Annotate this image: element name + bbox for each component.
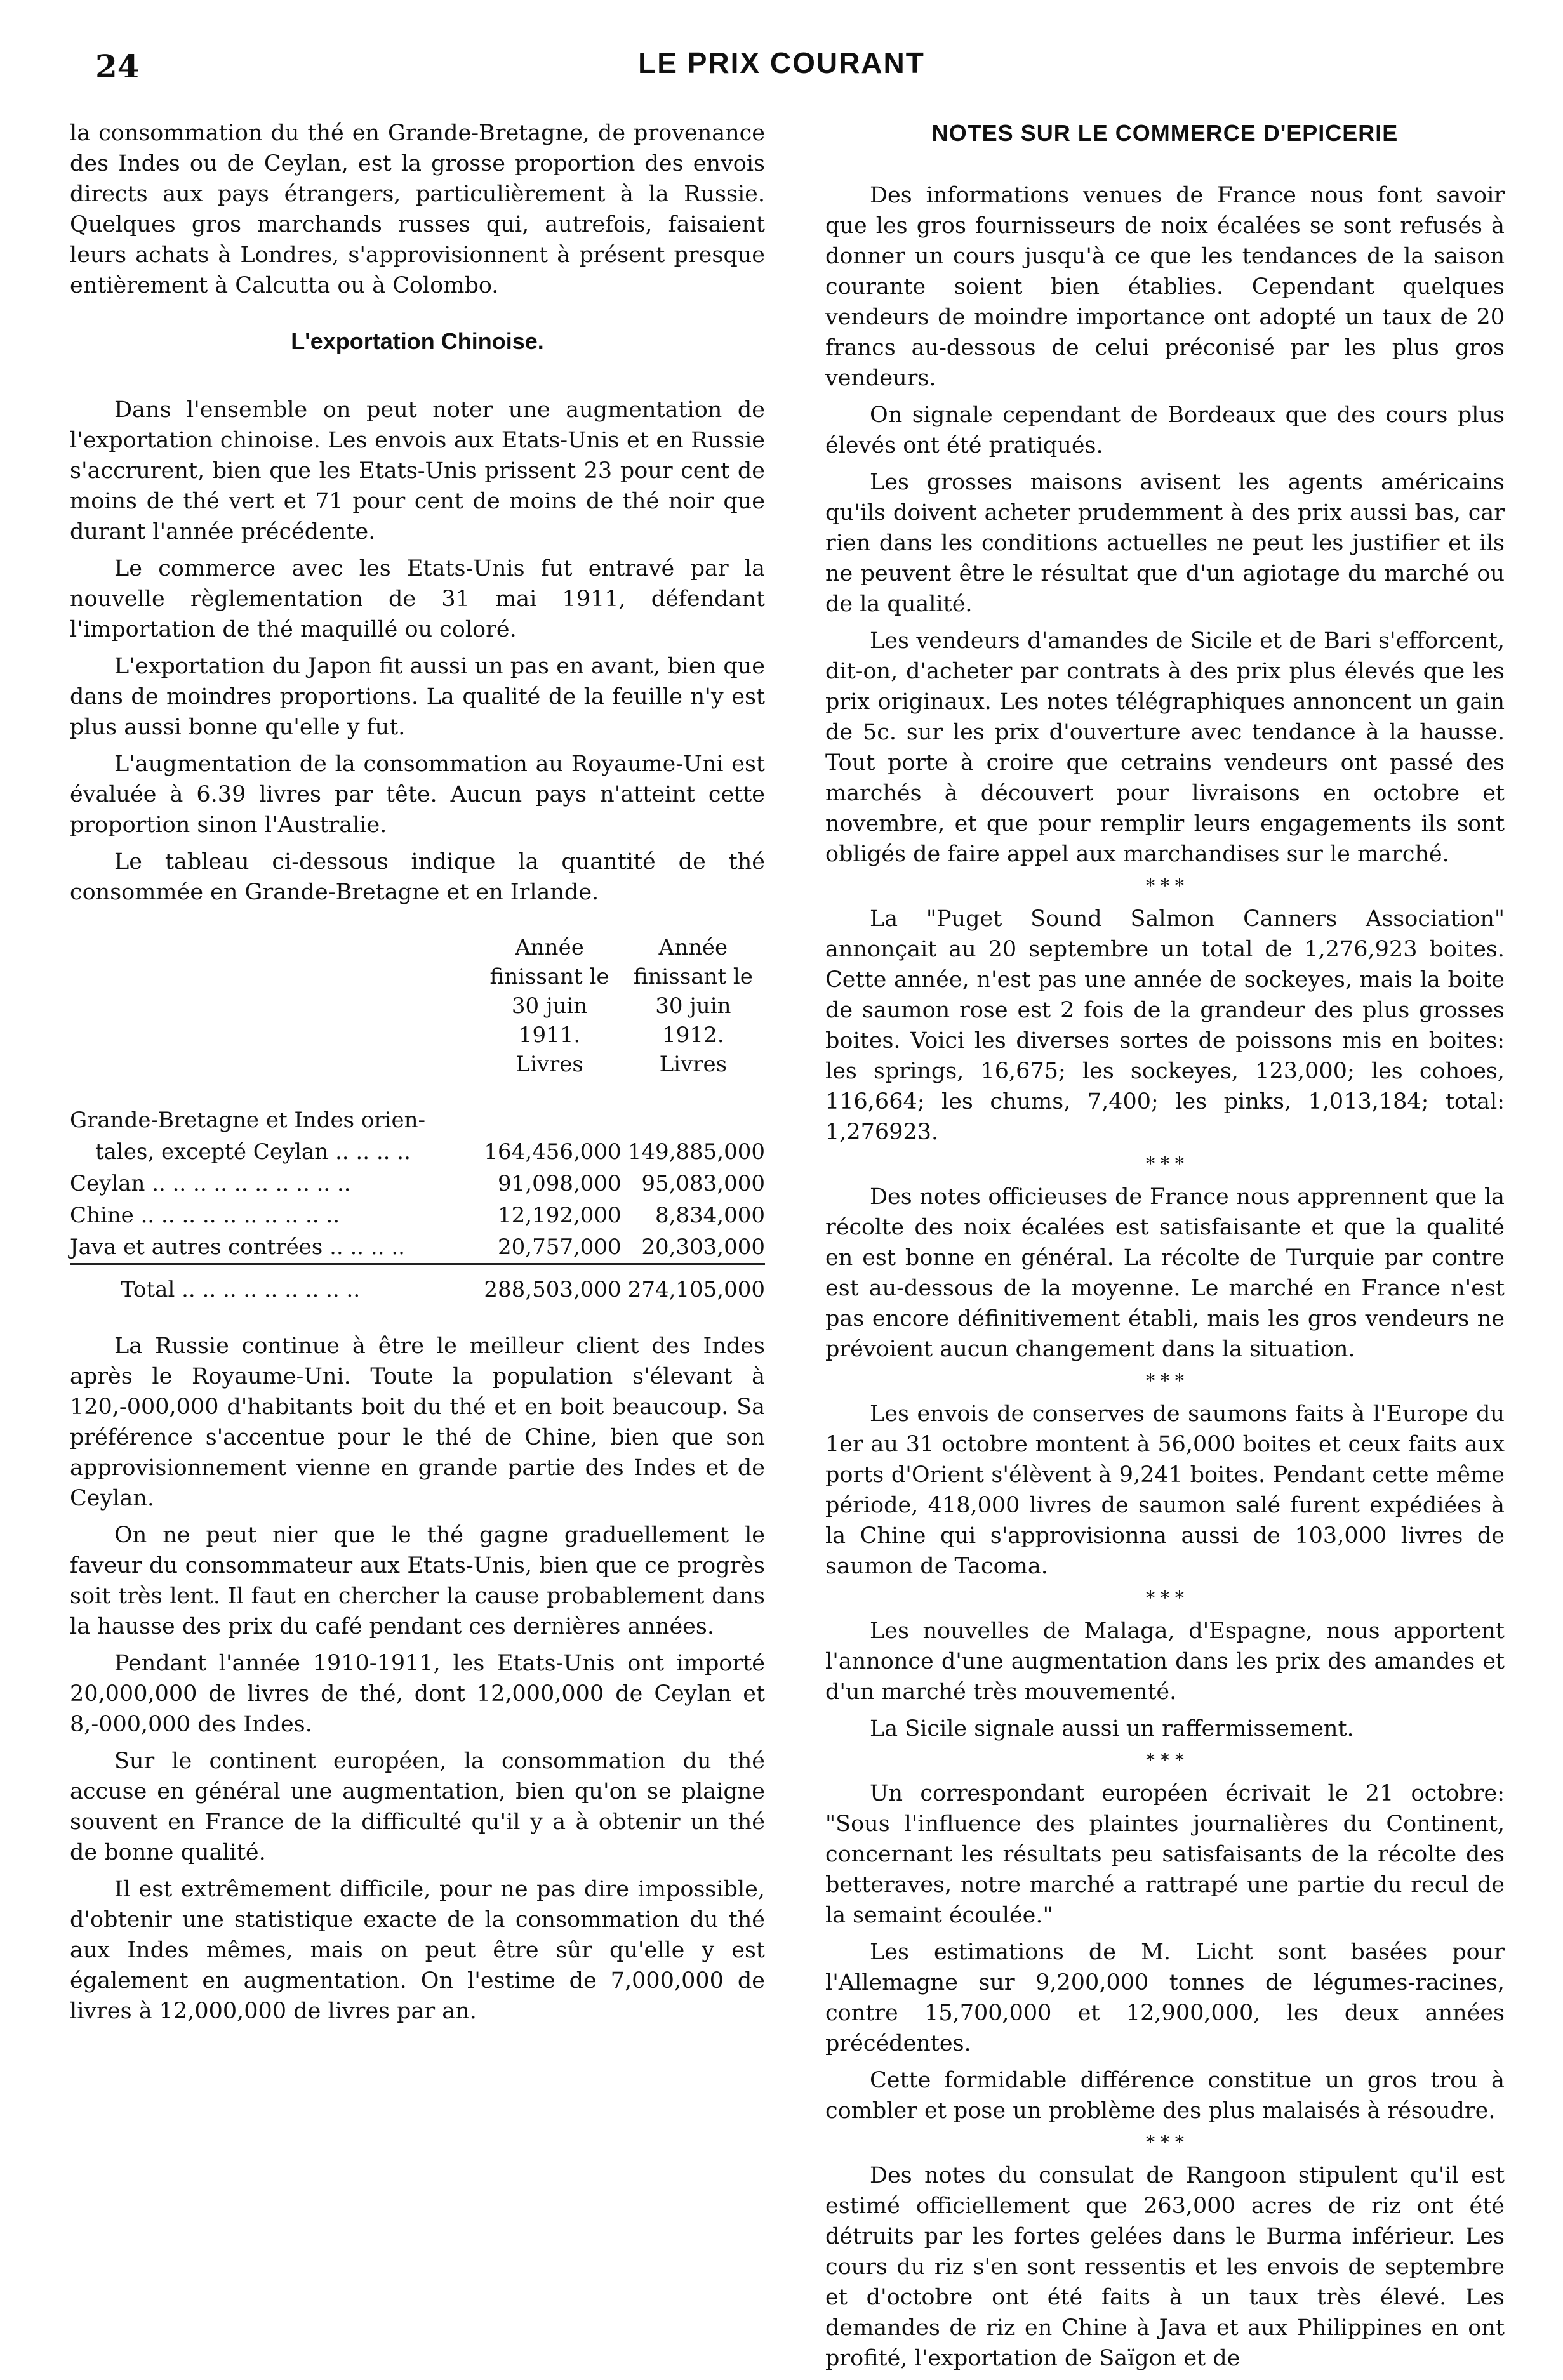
row-label: Ceylan .. .. .. .. .. .. .. .. .. .. — [70, 1171, 351, 1196]
paragraph: Des informations venues de France nous font savoir que les gros fournisseurs de noix écalées se sont refusés à donner un cours jusqu'à ce que les tendances de la saison courante soient bien établies. Cependant quelques vendeurs de moindre importance ont adopté un taux de 20 francs au-dessous de celui préconisé par les plus gros vendeurs. — [825, 183, 1505, 391]
section-separator-stars: * * * — [1146, 2132, 1184, 2153]
row-label: Java et autres contrées .. .. .. .. — [70, 1234, 405, 1260]
paragraph: L'augmentation de la consommation au Royaume-Uni est évaluée à 6.39 livres par tête. Aucun pays n'atteint cette proportion sinon l'Australie. — [70, 751, 765, 838]
column-header-1912: Année finissant le 30 juin 1912. Livres — [633, 935, 753, 1077]
paragraph: Cette formidable différence constitue un gros trou à combler et pose un problème des plus malaisés à résoudre. — [825, 2068, 1505, 2124]
paragraph: Les estimations de M. Licht sont basées pour l'Allemagne sur 9,200,000 tonnes de légumes-racines, contre 15,700,000 et 12,900,000, les deux années précédentes. — [825, 1940, 1505, 2056]
cell-value: 149,885,000 — [627, 1139, 765, 1165]
cell-value: 12,192,000 — [498, 1203, 622, 1228]
paragraph: On ne peut nier que le thé gagne graduellement le faveur du consommateur aux Etats-Unis, bien que ce progrès soit très lent. Il faut en chercher la cause probablement dans la hausse des prix du café pendant ces dernières années. — [70, 1523, 765, 1639]
left-intro-paragraph: la consommation du thé en Grande-Bretagne, de provenance des Indes ou de Ceylan, est la grosse proportion des envois directs aux pays étrangers, particulièrement à la Russie. Quelques gros marchands russes qui, autrefois, faisaient leurs achats à Londres, s'approvisionnent à présent presque entièrement à Calcutta ou à Colombo. — [70, 121, 765, 298]
section-separator-stars: * * * — [1146, 875, 1184, 896]
section-separator-stars: * * * — [1146, 1153, 1184, 1174]
cell-value: 91,098,000 — [498, 1171, 622, 1196]
table-total-row — [70, 1274, 765, 1306]
paragraph: On signale cependant de Bordeaux que des cours plus élevés ont été pratiqués. — [825, 402, 1505, 458]
cell-value: 20,303,000 — [641, 1234, 765, 1260]
total-label: Total .. .. .. .. .. .. .. .. .. — [121, 1277, 361, 1302]
section-separator-stars: * * * — [1146, 1750, 1184, 1771]
section-separator-stars: * * * — [1146, 1370, 1184, 1391]
paragraph: Le commerce avec les Etats-Unis fut entravé par la nouvelle règlementation de 31 mai 1911, défendant l'importation de thé maquillé ou coloré. — [70, 556, 765, 642]
table-row — [70, 1168, 765, 1200]
paragraph: Un correspondant européen écrivait le 21 octobre: "Sous l'influence des plaintes journalières du Continent, concernant les résultats peu satisfaisants de la récolte des betteraves, notre marché a rattrapé une partie du recul de la semaint écoulée." — [825, 1781, 1505, 1928]
table-row — [70, 1200, 765, 1231]
cell-value: 95,083,000 — [641, 1171, 765, 1196]
paragraph: Les envois de conserves de saumons faits à l'Europe du 1er au 31 octobre montent à 56,000 boites et ceux faits aux ports d'Orient s'élèvent à 9,241 boites. Pendant cette même période, 418,000 livres de saumon salé furent expédiées à la Chine qui s'approvisionna aussi de 103,000 livres de saumon de Tacoma. — [825, 1401, 1505, 1579]
paragraph: La Russie continue à être le meilleur client des Indes après le Royaume-Uni. Toute la population s'élevant à 120,-000,000 d'habitants boit du thé et en boit beaucoup. Sa préférence s'accentue pour le thé de Chine, bien que son approvisionnement vienne en grande partie des Indes et de Ceylan. — [70, 1333, 765, 1511]
table-row — [70, 1104, 765, 1168]
cell-value: 20,757,000 — [498, 1234, 622, 1260]
paragraph: L'exportation du Japon fit aussi un pas en avant, bien que dans de moindres proportions. La qualité de la feuille n'y est plus aussi bonne qu'elle y fut. — [70, 654, 765, 740]
left-column — [70, 118, 765, 2033]
paragraph: Il est extrêmement difficile, pour ne pas dire impossible, d'obtenir une statistique exacte de la consommation du thé aux Indes mêmes, mais on peut être sûr qu'elle y est également en augmentation. On l'estime de 7,000,000 de livres à 12,000,000 de livres par an. — [70, 1877, 765, 2024]
running-head-title: LE PRIX COURANT — [638, 46, 925, 79]
cell-value: 8,834,000 — [655, 1203, 765, 1228]
paragraph: Les nouvelles de Malaga, d'Espagne, nous apportent l'annonce d'une augmentation dans les prix des amandes et d'un marché très mouvementé. — [825, 1618, 1505, 1705]
row-label: Chine .. .. .. .. .. .. .. .. .. .. — [70, 1203, 340, 1228]
paragraph: Les grosses maisons avisent les agents américains qu'ils doivent acheter prudemment à des prix aussi bas, car rien dans les conditions actuelles ne peut les justifier et ils ne peuvent être le résultat que d'un agiotage du marché ou de la qualité. — [825, 470, 1505, 617]
total-value: 288,503,000 — [484, 1277, 622, 1302]
paragraph: Le tableau ci-dessous indique la quantité de thé consommée en Grande-Bretagne et en Irlande. — [70, 849, 765, 905]
page-number: 24 — [95, 48, 140, 85]
table-row — [70, 1231, 765, 1264]
paragraph: Dans l'ensemble on peut noter une augmentation de l'exportation chinoise. Les envois aux Etats-Unis et en Russie s'accrurent, bien que les Etats-Unis prissent 23 pour cent de moins de thé vert et 71 pour cent de moins de thé noir que durant l'année précédente. — [70, 397, 765, 545]
paragraph: Des notes du consulat de Rangoon stipulent qu'il est estimé officiellement que 263,000 acres de riz ont été détruits par les fortes gelées dans le Burma inférieur. Les cours du riz s'en sont ressentis et les envois de septembre et d'octobre ont été faits à un taux très élevé. Les demandes de riz en Chine à Java et aux Philippines en ont profité, l'exportation de Saïgon et de — [825, 2163, 1505, 2371]
tea-consumption-table — [70, 933, 765, 1306]
row-label: Grande-Bretagne et Indes orien- tales, excepté Ceylan .. .. .. .. — [70, 1107, 426, 1165]
section-heading-grocery-notes: NOTES SUR LE COMMERCE D'EPICERIE — [931, 120, 1399, 146]
right-column — [825, 118, 1505, 2380]
cell-value: 164,456,000 — [484, 1139, 622, 1165]
section-heading-chinese-export: L'exportation Chinoise. — [291, 328, 544, 354]
paragraph: Des notes officieuses de France nous apprennent que la récolte des noix écalées est satisfaisante et que la qualité en est bonne en général. La récolte de Turquie par contre est au-dessous de la moyenne. Le marché en France n'est pas encore définitivement établi, mais les gros vendeurs ne prévoient aucun changement dans la situation. — [825, 1184, 1505, 1362]
paragraph: Sur le continent européen, la consommation du thé accuse en général une augmentation, bien qu'on se plaigne souvent en France de la difficulté qu'il y a à obtenir un thé de bonne qualité. — [70, 1749, 765, 1865]
column-header-1911: Année finissant le 30 juin 1911. Livres — [489, 935, 609, 1077]
paragraph: La "Puget Sound Salmon Canners Association" annonçait au 20 septembre un total de 1,276,923 boites. Cette année, n'est pas une année de sockeyes, mais la boite de saumon rose est 2 fois de la grandeur des plus grosses boites. Voici les diverses sortes de poissons mis en boites: les springs, 16,675; les sockeyes, 123,000; les cohoes, 116,664; les chums, 7,400; les pinks, 1,013,184; total: 1,276923. — [825, 906, 1505, 1145]
paragraph: La Sicile signale aussi un raffermissement. — [870, 1716, 1354, 1742]
total-value: 274,105,000 — [627, 1277, 765, 1302]
paragraph: Les vendeurs d'amandes de Sicile et de Bari s'efforcent, dit-on, d'acheter par contrats à des prix plus élevés que les prix originaux. Les notes télégraphiques annoncent un gain de 5c. sur les prix d'ouverture avec tendance à la hausse. Tout porte à croire que cetrains vendeurs ont passé des marchés à découvert pour livraisons en octobre et novembre, et que pour remplir leurs engagements ils sont obligés de faire appel aux marchandises sur le marché. — [825, 628, 1505, 867]
section-separator-stars: * * * — [1146, 1587, 1184, 1608]
paragraph: Pendant l'année 1910-1911, les Etats-Unis ont importé 20,000,000 de livres de thé, dont 12,000,000 de Ceylan et 8,-000,000 des Indes. — [70, 1651, 765, 1737]
